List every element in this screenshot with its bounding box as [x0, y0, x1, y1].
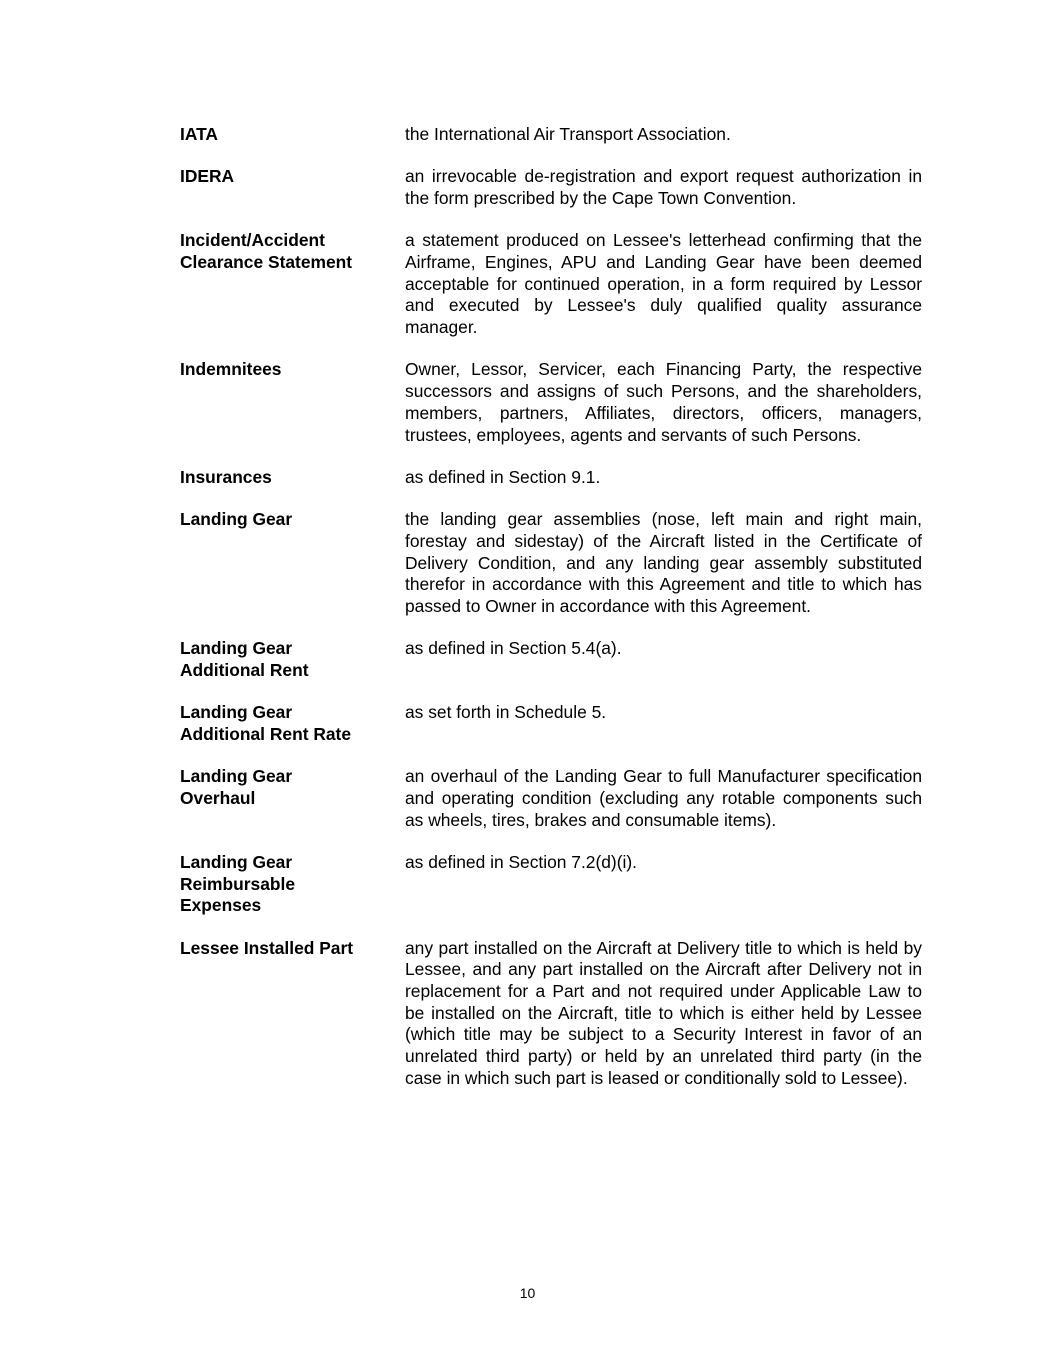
- definition-row: [180, 638, 922, 681]
- definition-term: [180, 852, 405, 917]
- definition-meaning: the International Air Transport Association.: [405, 124, 731, 144]
- term-line: Clearance Statement: [180, 252, 353, 272]
- definition-row: [180, 359, 922, 446]
- definition-term: [180, 702, 405, 745]
- term-line: Landing Gear: [180, 702, 293, 723]
- definition-row: [180, 124, 922, 146]
- definition-term: [180, 124, 405, 146]
- term-line: Additional Rent: [180, 659, 309, 680]
- term-line: Landing Gear: [180, 766, 293, 787]
- definitions-list: [180, 124, 922, 1110]
- term-line: Lessee Installed Part: [180, 937, 354, 958]
- definition-term: [180, 230, 405, 273]
- definition-meaning: as defined in Section 5.4(a).: [405, 638, 622, 659]
- definition-row: [180, 766, 922, 831]
- term-line: Insurances: [180, 466, 272, 487]
- definition-term: [180, 766, 405, 809]
- definition-term: [180, 359, 405, 381]
- definition-row: [180, 467, 922, 489]
- definition-term: [180, 638, 405, 681]
- definition-meaning: an overhaul of the Landing Gear to full Manufacturer specification and operating condition (excluding any rotable components such as wheels, tires, brakes and consumable items).: [405, 766, 922, 830]
- definition-term: [180, 166, 405, 188]
- definition-row: [180, 938, 922, 1090]
- definition-term: [180, 509, 405, 531]
- page-number: 10: [519, 1285, 536, 1301]
- term-line: Landing Gear: [180, 851, 293, 872]
- term-line: Incident/Accident: [180, 230, 325, 251]
- term-line: Overhaul: [180, 787, 256, 808]
- term-line: Additional Rent Rate: [180, 723, 352, 744]
- definition-row: [180, 166, 922, 209]
- definition-term: [180, 938, 405, 960]
- term-line: Indemnitees: [180, 359, 282, 380]
- term-line: Landing Gear: [180, 638, 293, 659]
- definition-row: [180, 509, 922, 618]
- definition-term: [180, 467, 405, 489]
- definition-meaning: a statement produced on Lessee's letterhead confirming that the Airframe, Engines, APU and Landing Gear have been deemed acceptable for continued operation, in a form required by Lessor and executed by Lessee's duly qualified quality assurance manager.: [405, 230, 922, 338]
- definition-meaning: as set forth in Schedule 5.: [405, 702, 607, 723]
- definition-row: [180, 852, 922, 917]
- term-line: Landing Gear: [180, 509, 293, 530]
- term-line: Reimbursable: [180, 873, 296, 894]
- definition-meaning: any part installed on the Aircraft at Delivery title to which is held by Lessee, and any part installed on the Aircraft after Delivery not in replacement for a Part and not required under Applicable Law to be installed on the Aircraft, title to which is either held by Lessee (which title may be subject to a Security Interest in favor of an unrelated third party) or held by an unrelated third party (in the case in which such part is leased or conditionally sold to Lessee).: [405, 937, 922, 1088]
- definition-row: [180, 230, 922, 339]
- definition-meaning: as defined in Section 9.1.: [405, 466, 601, 487]
- definition-meaning: an irrevocable de-registration and export request authorization in the form prescribed by the Cape Town Convention.: [405, 166, 922, 208]
- term-line: Expenses: [180, 895, 262, 916]
- definition-meaning: Owner, Lessor, Servicer, each Financing Party, the respective successors and assigns of such Persons, and the shareholders, members, partners, Affiliates, directors, officers, managers, trustees, employees, agents and servants of such Persons.: [405, 359, 922, 445]
- definition-meaning: as defined in Section 7.2(d)(i).: [405, 851, 637, 872]
- term-line: IDERA: [180, 166, 235, 187]
- term-line: IATA: [180, 124, 218, 144]
- definition-meaning: the landing gear assemblies (nose, left main and right main, forestay and sidestay) of the Aircraft listed in the Certificate of Delivery Condition, and any landing gear assembly substituted therefor in accordance with this Agreement and title to which has passed to Owner in accordance with this Agreement.: [405, 509, 922, 616]
- definition-row: [180, 702, 922, 745]
